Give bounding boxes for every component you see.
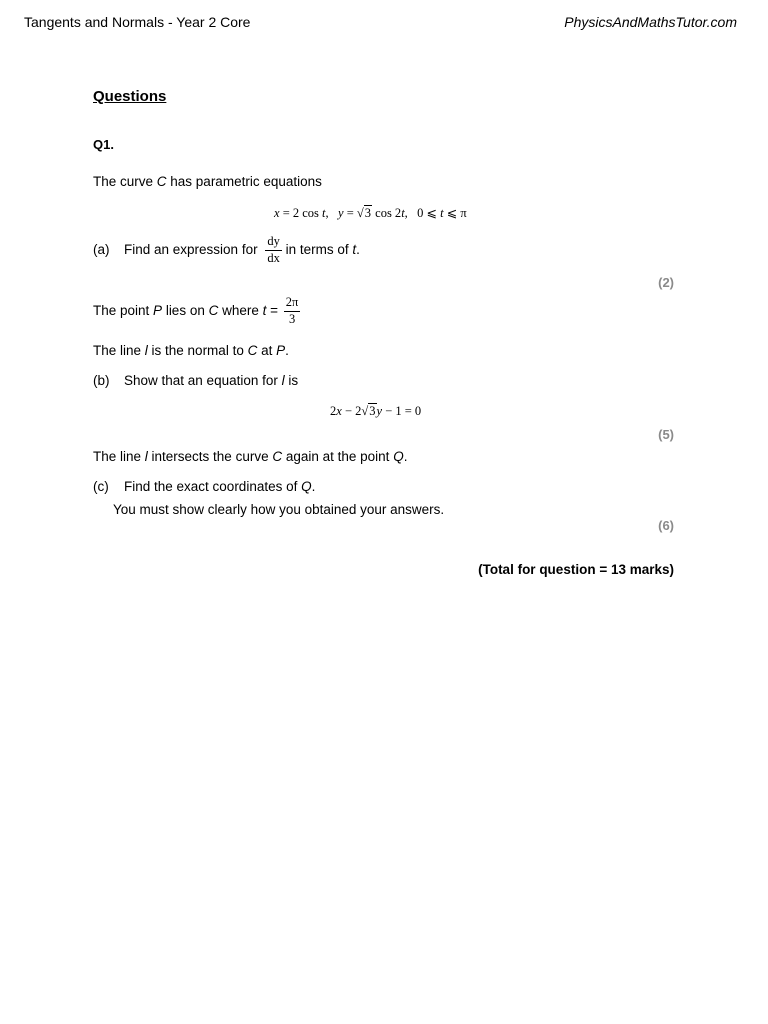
two-pi-over-three: $\frac{2\pi}{3}$: [285, 295, 299, 326]
normal-line-text: The line l is the normal to C at P.: [93, 343, 289, 358]
page-heading: Questions: [93, 88, 167, 105]
part-b-label: (b): [93, 373, 110, 388]
intro-text: The curve C has parametric equations: [93, 174, 322, 189]
part-c-note: You must show clearly how you obtained your answers.: [113, 502, 445, 517]
part-c: (c) Find the exact coordinates of Q.: [93, 479, 316, 494]
part-c-marks: (6): [658, 518, 674, 533]
dy-dx-fraction: $\frac{dy}{dx}$: [267, 234, 280, 265]
header-site: PhysicsAndMathsTutor.com: [564, 14, 737, 30]
normal-equation: 2x − 2√3y − 1 = 0: [330, 404, 422, 418]
question-number: Q1.: [93, 137, 114, 152]
part-b-marks: (5): [658, 427, 674, 442]
part-a-label: (a): [93, 241, 110, 257]
intersect-text: The line l intersects the curve C again at the point Q.: [93, 449, 408, 464]
total-marks: (Total for question = 13 marks): [478, 562, 674, 577]
header-title: Tangents and Normals - Year 2 Core: [24, 14, 251, 30]
part-a: (a) Find an expression for $\frac{dy}{dx}$ in terms of t.: [93, 234, 360, 265]
part-c-label: (c): [93, 479, 109, 494]
point-p-text: The point P lies on C where t = $\frac{2\pi}{3}$: [93, 295, 299, 326]
part-a-marks: (2): [658, 275, 674, 290]
part-b: (b) Show that an equation for l is: [93, 373, 299, 388]
parametric-equations: x = 2 cos t, y = √3 cos 2t, 0 ⩽ t ⩽ π: [274, 206, 467, 220]
